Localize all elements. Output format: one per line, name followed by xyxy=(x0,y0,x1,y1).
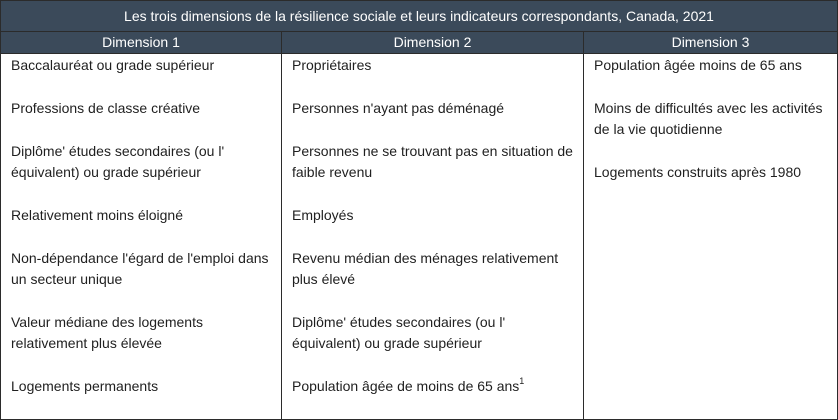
table-cell: Valeur médiane des logements relativement plus élevée xyxy=(11,314,203,351)
column-header: Dimension 2 xyxy=(282,32,583,54)
table-cell: Baccalauréat ou grade supérieur xyxy=(11,57,215,73)
table-cell: Diplôme' études secondaires (ou l' équivalent) ou grade supérieur xyxy=(292,314,506,351)
table-cell: Moins de difficultés avec les activités de la vie quotidienne xyxy=(594,100,823,137)
table-cell: Personnes n'ayant pas déménagé xyxy=(292,100,505,116)
table-cell: Revenu médian des ménages relativement plus élevé xyxy=(292,250,559,287)
table-cell: Relativement moins éloigné xyxy=(11,207,183,223)
column-header: Dimension 3 xyxy=(584,32,837,54)
table-title: Les trois dimensions de la résilience sociale et leurs indicateurs correspondants, Canada, 2021 xyxy=(1,1,837,32)
column-dimension-1 xyxy=(1,32,282,419)
cell-text: Population âgée de moins de 65 ans xyxy=(292,378,520,394)
table-cell: Non-dépendance l'égard de l'emploi dans un secteur unique xyxy=(11,250,269,287)
column-dimension-3 xyxy=(584,32,837,419)
column-dimension-2 xyxy=(282,32,584,419)
table-cell xyxy=(292,376,577,397)
column-header: Dimension 1 xyxy=(1,32,281,54)
table-cell: Employés xyxy=(292,207,354,223)
table-cell: Logements permanents xyxy=(11,378,159,394)
table-cell: Propriétaires xyxy=(292,57,372,73)
table-cell: Population âgée moins de 65 ans xyxy=(594,57,802,73)
footnote-marker: 1 xyxy=(519,376,525,387)
table-cell: Professions de classe créative xyxy=(11,100,201,116)
table-cell: Logements construits après 1980 xyxy=(594,164,802,180)
table-body xyxy=(1,32,837,419)
table-cell: Personnes ne se trouvant pas en situation de faible revenu xyxy=(292,143,573,180)
table-cell: Diplôme' études secondaires (ou l' équivalent) ou grade supérieur xyxy=(11,143,225,180)
